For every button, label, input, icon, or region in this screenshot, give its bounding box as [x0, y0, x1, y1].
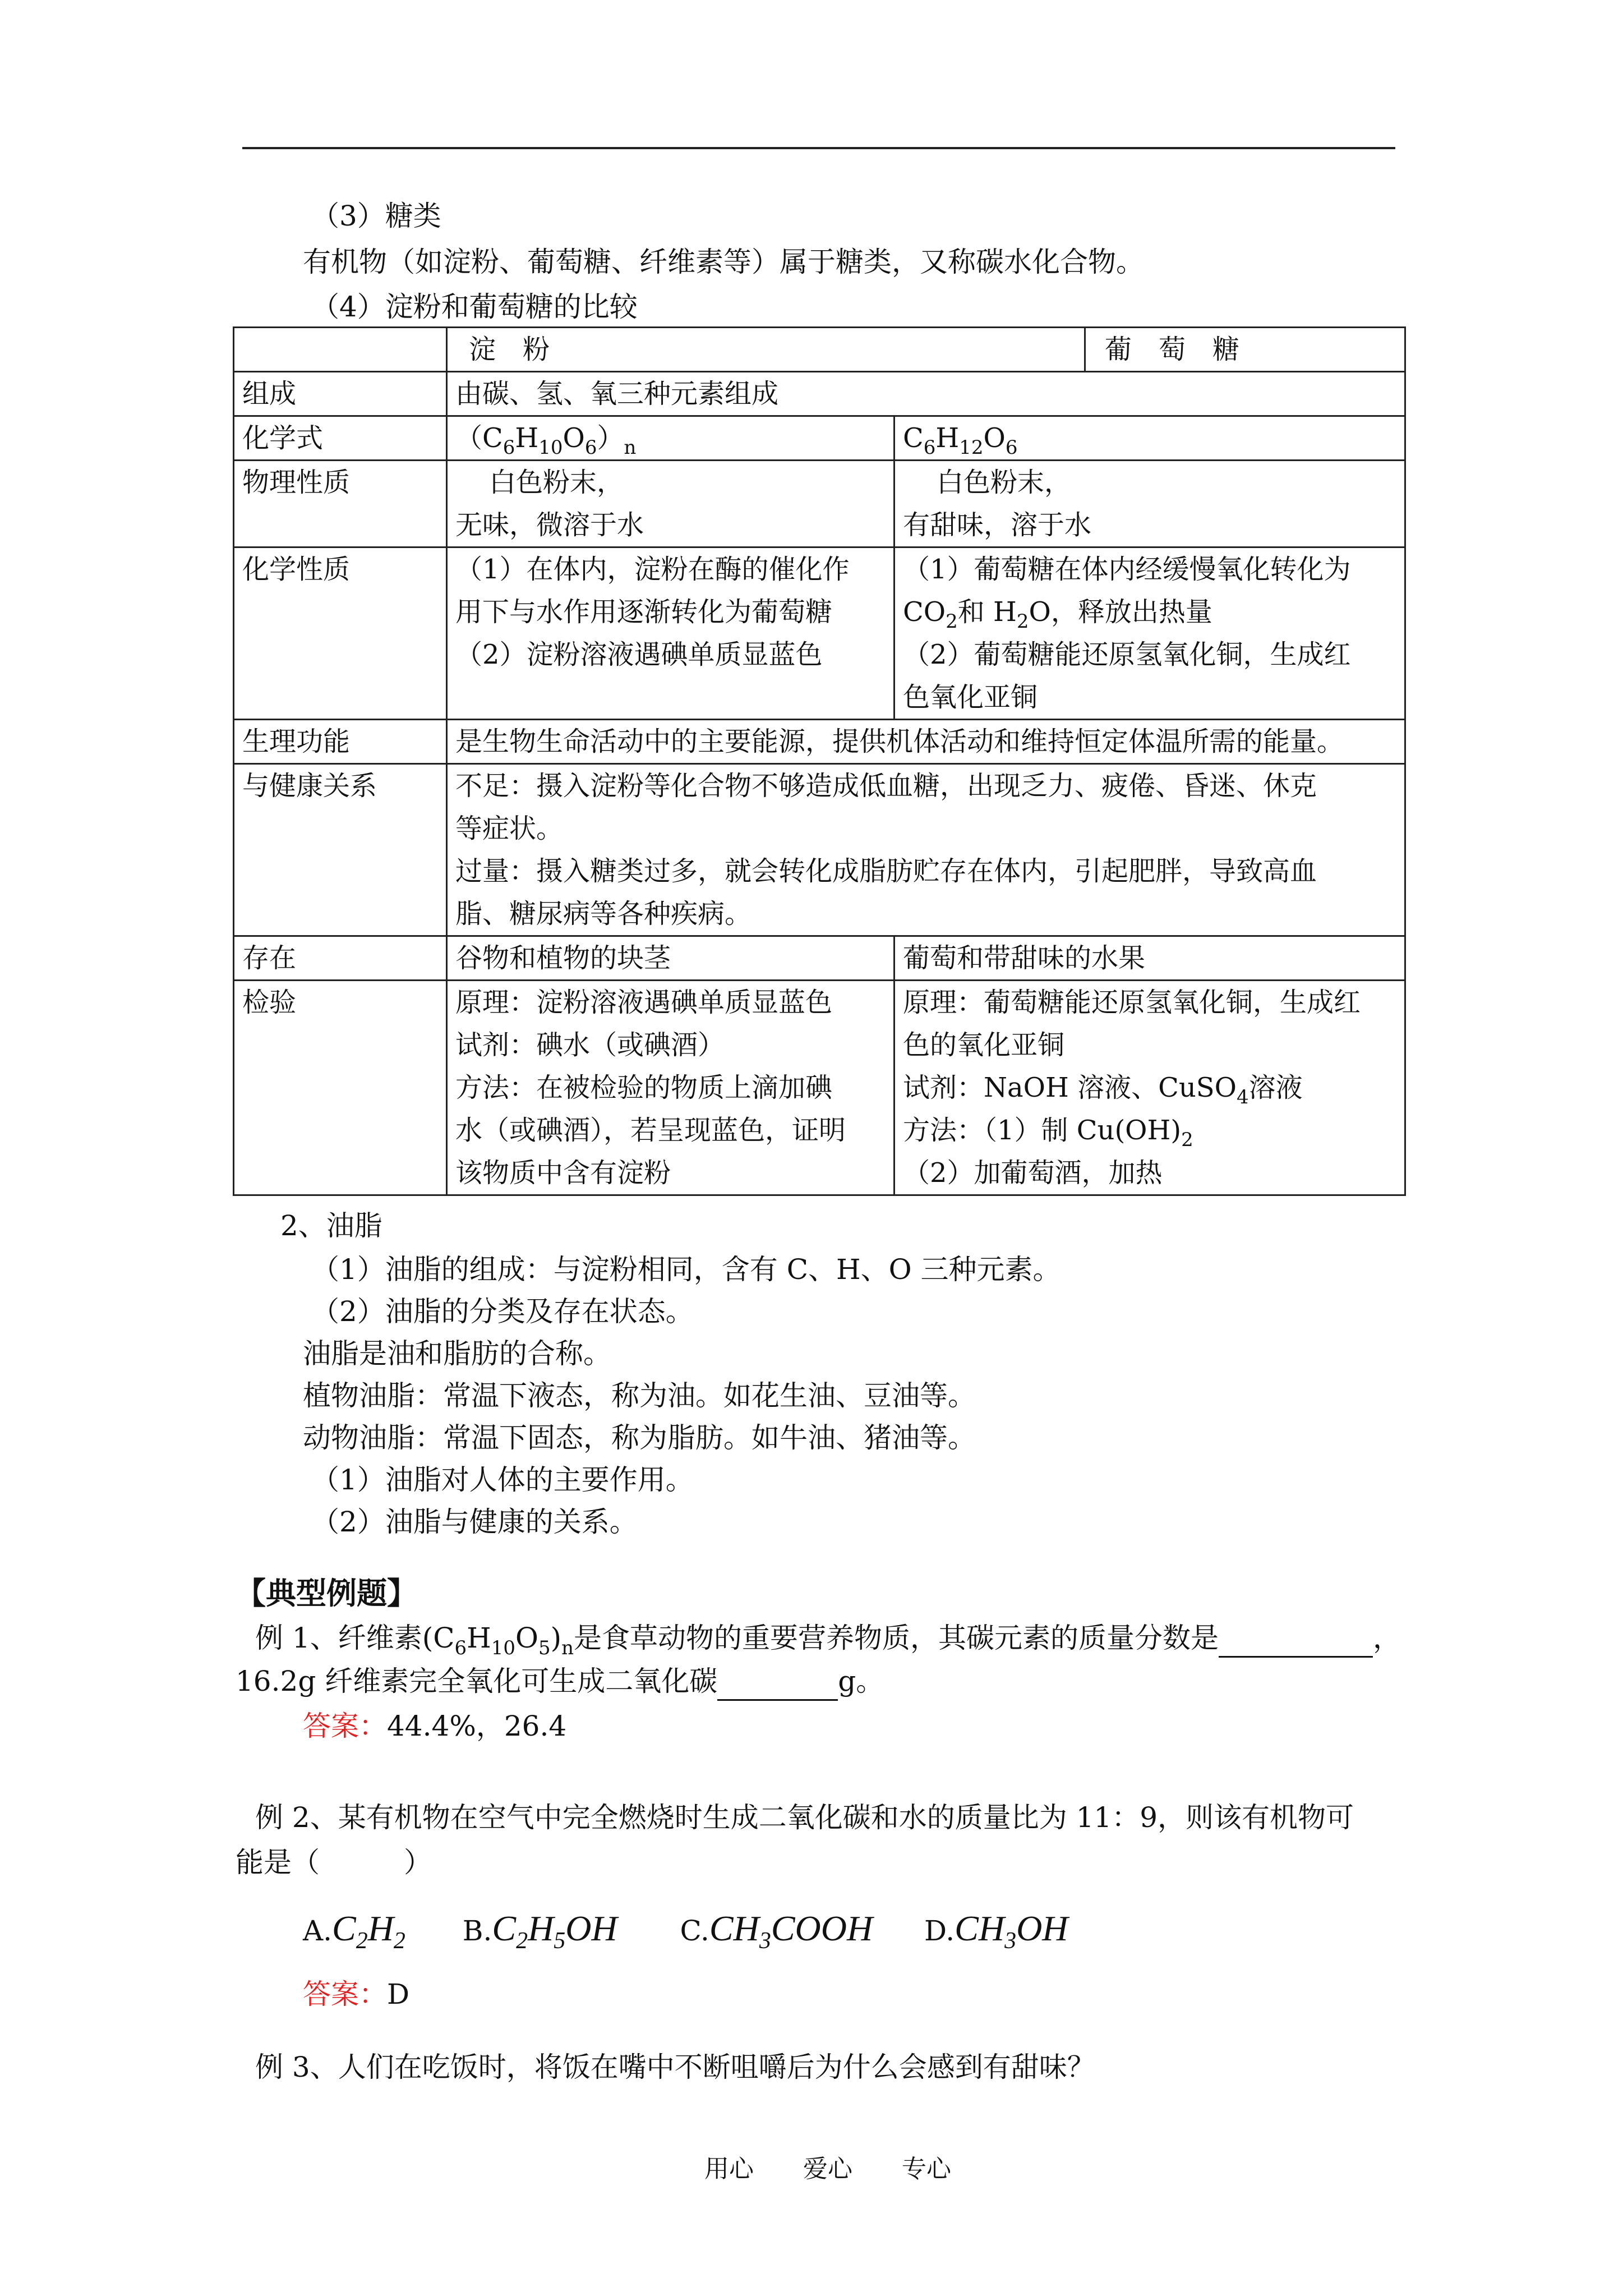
text: （2）淀粉溶液遇碘单质显蓝色 [455, 639, 823, 670]
text: 试剂：NaOH 溶液、CuSO [903, 1072, 1237, 1103]
glucose-existence: 葡萄和带甜味的水果 [895, 936, 1405, 981]
answer-blank [717, 1669, 838, 1701]
section-4-title: （4）淀粉和葡萄糖的比较 [311, 291, 638, 323]
example-1-line-2 [236, 1662, 884, 1701]
subscript: 6 [454, 1637, 467, 1659]
text: 不足：摄入淀粉等化合物不够造成低血糖，出现乏力、疲倦、昏迷、休克 [455, 770, 1317, 802]
starch-chemical [447, 547, 895, 720]
text: 无味，微溶于水 [455, 509, 644, 541]
text: CO [903, 596, 946, 628]
text: 试剂：碘水（或碘酒） [455, 1029, 725, 1061]
starch-formula [447, 416, 895, 461]
subscript: 2 [1016, 610, 1029, 633]
text: ） [597, 422, 624, 454]
text: 方法：在被检验的物质上滴加碘 [455, 1072, 833, 1103]
starch-existence: 谷物和植物的块茎 [447, 936, 895, 981]
row-label-composition: 组成 [234, 372, 447, 416]
text: O [562, 422, 585, 454]
text: 白色粉末， [937, 467, 1072, 498]
section-3-title: （3）糖类 [311, 200, 441, 232]
text: （1）葡萄糖在体内经缓慢氧化转化为 [903, 554, 1351, 585]
text: ) [550, 1622, 562, 1654]
header-glucose-text: 葡 萄 糖 [1105, 334, 1240, 365]
glucose-chemical [895, 547, 1405, 720]
text: 16.2g 纤维素完全氧化可生成二氧化碳 [236, 1665, 718, 1697]
subscript: 5 [554, 1928, 566, 1954]
text: 白色粉末， [489, 467, 624, 498]
text: 有甜味，溶于水 [903, 509, 1092, 541]
text: 和 H [957, 596, 1017, 628]
text: 原理：葡萄糖能还原氢氧化铜，生成红 [903, 987, 1361, 1018]
fat-line: 植物油脂：常温下液态，称为油。如花生油、豆油等。 [303, 1379, 976, 1412]
header-rule [242, 147, 1395, 149]
glucose-test [895, 981, 1405, 1195]
row-label-health: 与健康关系 [234, 764, 447, 936]
text: 是食草动物的重要营养物质，其碳元素的质量分数是 [574, 1622, 1219, 1654]
row-label-chemical: 化学性质 [234, 547, 447, 720]
text: 该物质中含有淀粉 [455, 1157, 671, 1189]
text: 溶液 [1248, 1072, 1303, 1103]
table-corner-cell [234, 328, 447, 372]
answer-value: D [387, 1978, 410, 2010]
text: C [903, 422, 924, 454]
table-row [234, 936, 1405, 981]
text: g。 [838, 1665, 884, 1697]
example-2-line-2: 能是（ ） [236, 1846, 432, 1879]
header-glucose [1085, 328, 1405, 372]
row-label-function: 生理功能 [234, 720, 447, 764]
text: 原理：淀粉溶液遇碘单质显蓝色 [455, 987, 833, 1018]
option-letter: C. [680, 1915, 709, 1947]
subscript: 10 [491, 1637, 515, 1659]
row-label-test: 检验 [234, 981, 447, 1195]
subscript: 6 [1005, 436, 1018, 459]
fat-line: 动物油脂：常温下固态，称为脂肪。如牛油、猪油等。 [303, 1421, 976, 1454]
option-letter: A. [303, 1915, 333, 1947]
subscript: 12 [959, 436, 984, 459]
text: （1）在体内，淀粉在酶的催化作 [455, 554, 850, 585]
text [903, 1109, 1396, 1152]
text: COOH [771, 1908, 873, 1948]
text: （2）葡萄糖能还原氢氧化铜，生成红 [903, 639, 1351, 670]
example-2-line-1: 例 2、某有机物在空气中完全燃烧时生成二氧化碳和水的质量比为 11：9，则该有机物可 [255, 1801, 1354, 1834]
text [903, 1066, 1396, 1109]
example-3: 例 3、人们在吃饭时，将饭在嘴中不断咀嚼后为什么会感到有甜味？ [255, 2051, 1095, 2083]
subscript: n [561, 1637, 574, 1659]
text: （C [455, 422, 503, 454]
text: OH [1016, 1908, 1068, 1948]
text: 色的氧化亚铜 [903, 1029, 1065, 1061]
fat-line: 油脂是油和脂肪的合称。 [303, 1337, 611, 1370]
subscript: 2 [393, 1928, 405, 1954]
fat-line: （1）油脂对人体的主要作用。 [311, 1464, 694, 1496]
glucose-physical [895, 461, 1405, 547]
text [903, 591, 1396, 633]
subscript: 2 [356, 1928, 368, 1954]
text: H [367, 1908, 394, 1948]
header-starch [447, 328, 1085, 372]
subscript: 6 [923, 436, 936, 459]
text: 色氧化亚铜 [903, 682, 1038, 713]
examples-heading: 【典型例题】 [236, 1575, 417, 1611]
row-label-formula: 化学式 [234, 416, 447, 461]
text: 水（或碘酒），若呈现蓝色，证明 [455, 1115, 846, 1146]
section-3-text: 有机物（如淀粉、葡萄糖、纤维素等）属于糖类，又称碳水化合物。 [303, 246, 1144, 278]
text: C [332, 1908, 356, 1948]
text: 过量：摄入糖类过多，就会转化成脂肪贮存在体内，引起肥胖，导致高血 [455, 855, 1317, 887]
glucose-formula [895, 416, 1405, 461]
subscript: 5 [538, 1637, 551, 1659]
table-row [234, 416, 1405, 461]
text: 方法：（1）制 Cu(OH) [903, 1115, 1182, 1146]
text: OH [565, 1908, 617, 1948]
subscript: 6 [502, 436, 515, 459]
header-starch-text: 淀 粉 [469, 334, 550, 365]
text: H [515, 422, 539, 454]
answer-label: 答案： [303, 1978, 387, 2010]
text: （2）加葡萄酒，加热 [903, 1157, 1163, 1189]
health-value [447, 764, 1405, 936]
option-a-formula [332, 1908, 405, 1954]
subscript: 3 [1004, 1928, 1017, 1954]
text: 例 1、纤维素(C [255, 1622, 455, 1654]
option-d-formula [955, 1908, 1068, 1954]
text: H [935, 422, 960, 454]
text: 脂、糖尿病等各种疾病。 [455, 898, 752, 930]
fat-line: （2）油脂的分类及存在状态。 [311, 1295, 694, 1328]
subscript: 2 [516, 1928, 528, 1954]
fat-title: 2、油脂 [280, 1209, 382, 1242]
text: CH [709, 1908, 759, 1948]
text: H [467, 1622, 491, 1654]
subscript: 3 [759, 1928, 771, 1954]
function-value: 是生物生命活动中的主要能源，提供机体活动和维持恒定体温所需的能量。 [447, 720, 1405, 764]
starch-test [447, 981, 895, 1195]
table-row [234, 372, 1405, 416]
composition-value: 由碳、氢、氧三种元素组成 [447, 372, 1405, 416]
option-b-formula [492, 1908, 617, 1954]
table-row [234, 981, 1405, 1195]
subscript: 6 [584, 436, 597, 459]
subscript: n [624, 436, 637, 459]
example-1-line-1 [255, 1618, 1401, 1658]
text: 等症状。 [455, 813, 564, 844]
text: C [492, 1908, 517, 1948]
text: O，释放出热量 [1029, 596, 1212, 628]
starch-physical [447, 461, 895, 547]
text: 用下与水作用逐渐转化为葡萄糖 [455, 596, 833, 628]
table-row [234, 764, 1405, 936]
answer-value: 44.4%，26.4 [387, 1710, 567, 1742]
example-2-answer [303, 1975, 409, 2014]
subscript: 10 [538, 436, 563, 459]
table-row [234, 461, 1405, 547]
text: O [515, 1622, 538, 1654]
table-row [234, 720, 1405, 764]
answer-blank [1219, 1626, 1373, 1658]
text: CH [955, 1908, 1005, 1948]
example-2-options [303, 1906, 1068, 1953]
option-letter: D. [924, 1915, 955, 1947]
fat-line: （2）油脂与健康的关系。 [311, 1506, 638, 1538]
answer-label: 答案： [303, 1710, 387, 1742]
subscript: 4 [1236, 1086, 1249, 1108]
subscript: 2 [1181, 1129, 1193, 1151]
option-letter: B. [462, 1915, 492, 1947]
text: ， [1373, 1622, 1401, 1654]
page-footer: 用心 爱心 专心 [704, 2155, 951, 2183]
text: H [528, 1908, 554, 1948]
table-header-row [234, 328, 1405, 372]
text: O [983, 422, 1006, 454]
option-c-formula [709, 1908, 873, 1954]
example-1-answer [303, 1706, 566, 1746]
subscript: 2 [946, 610, 958, 633]
table-row [234, 547, 1405, 720]
fat-line: （1）油脂的组成：与淀粉相同，含有 C、H、O 三种元素。 [311, 1253, 1061, 1286]
comparison-table [233, 326, 1406, 1196]
row-label-existence: 存在 [234, 936, 447, 981]
row-label-physical: 物理性质 [234, 461, 447, 547]
